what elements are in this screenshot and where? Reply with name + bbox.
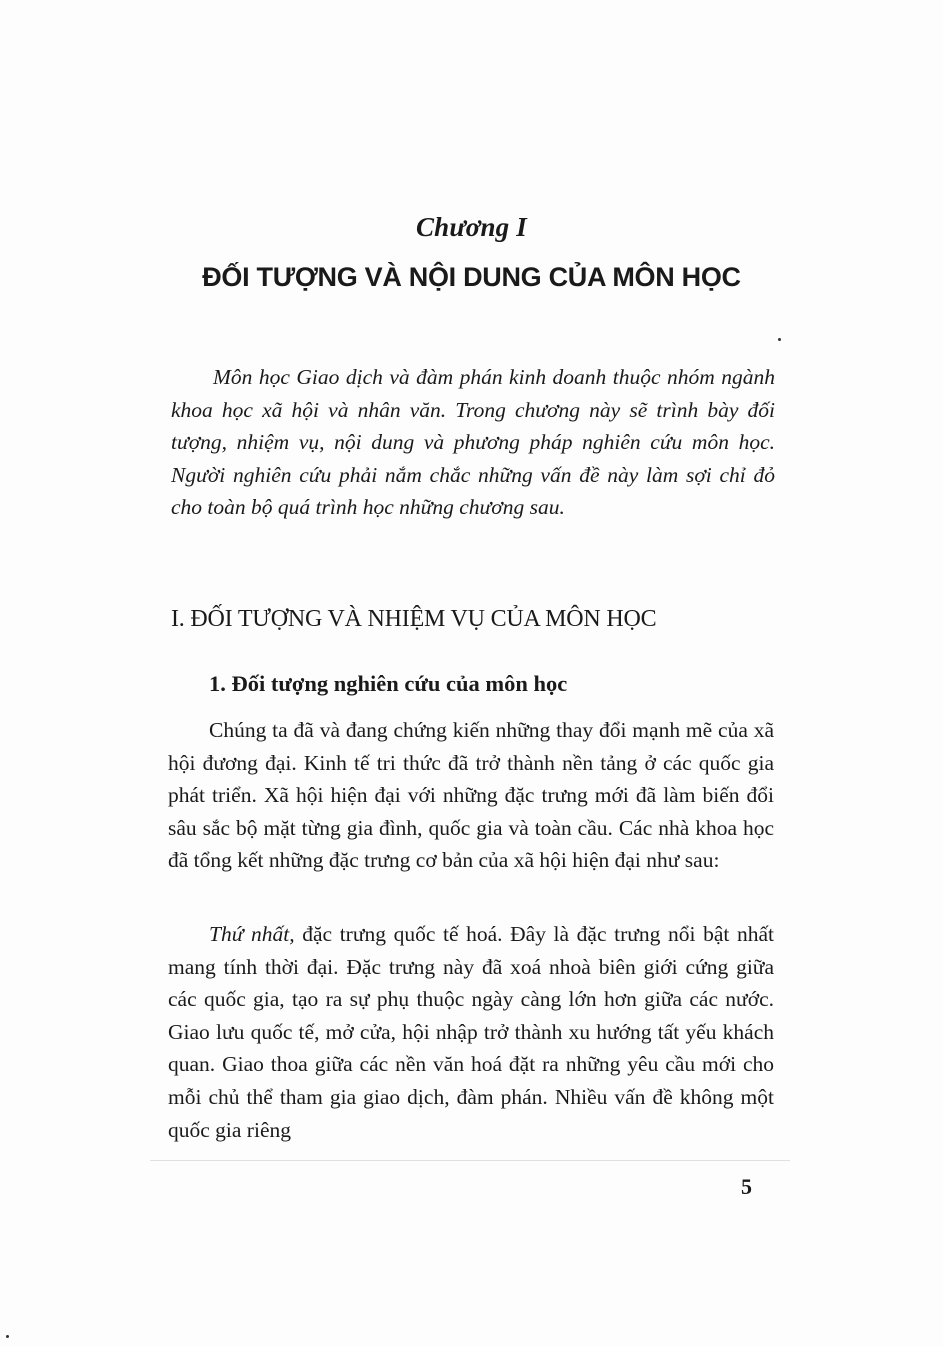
page-number: 5 xyxy=(741,1174,752,1199)
scan-speck xyxy=(6,1335,9,1338)
page-edge-line xyxy=(150,1160,790,1161)
chapter-title: ĐỐI TƯỢNG VÀ NỘI DUNG CỦA MÔN HỌC xyxy=(202,262,741,292)
paragraph-lead-phrase: Thứ nhất, xyxy=(209,922,295,946)
chapter-intro-paragraph: Môn học Giao dịch và đàm phán kinh doanh thuộc nhóm ngành khoa học xã hội và nhân văn. Trong chương này sẽ trình bày đối tượng, nhiệm vụ, nội dung và phương pháp nghiên cứu môn học. Người nghiên cứu phải nắm chắc những vấn đề này làm sợi chỉ đỏ cho toàn bộ quá trình học những chương sau. xyxy=(171,365,775,520)
scan-speck xyxy=(778,338,781,341)
section-heading: I. ĐỐI TƯỢNG VÀ NHIỆM VỤ CỦA MÔN HỌC xyxy=(171,606,657,632)
chapter-label: Chương I xyxy=(415,212,528,242)
body-paragraph-2 xyxy=(168,918,774,1146)
paragraph-body-text: đặc trưng quốc tế hoá. Đây là đặc trưng nổi bật nhất mang tính thời đại. Đặc trưng này đã xoá nhoà biên giới cứng giữa các quốc gia, tạo ra sự phụ thuộc ngày càng lớn hơn giữa các nước. Giao lưu quốc tế, mở cửa, hội nhập trở thành xu hướng tất yếu khách quan. Giao thoa giữa các nền văn hoá đặt ra những yêu cầu mới cho mỗi chủ thể tham gia giao dịch, đàm phán. Nhiều vấn đề không một quốc gia riêng xyxy=(168,922,774,1142)
body-paragraph-1: Chúng ta đã và đang chứng kiến những thay đổi mạnh mẽ của xã hội đương đại. Kinh tế tri thức đã trở thành nền tảng ở các quốc gia phát triển. Xã hội hiện đại với những đặc trưng mới đã làm biến đổi sâu sắc bộ mặt từng gia đình, quốc gia và toàn cầu. Các nhà khoa học đã tổng kết những đặc trưng cơ bản của xã hội hiện đại như sau: xyxy=(168,718,774,873)
subsection-heading: 1. Đối tượng nghiên cứu của môn học xyxy=(209,671,568,696)
